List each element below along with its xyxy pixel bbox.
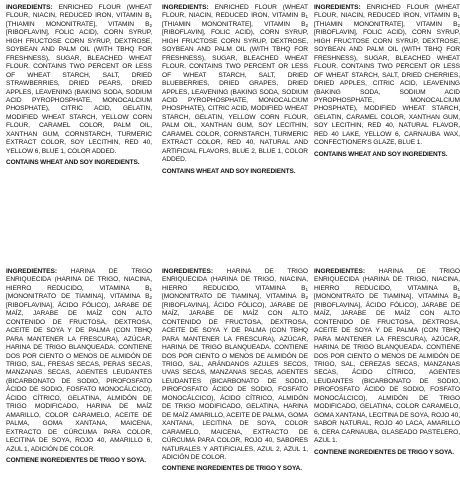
ingredients-heading: INGREDIENTS: — [162, 4, 209, 11]
ingredients-text: [MONONITRATO DE TIAMINA], VITAMINA B — [162, 293, 306, 301]
ingredients-text: [RIBOFLAVIN], FOLIC ACID), CORN SYRUP, HIGH FRUCTOSE CORN SYRUP, DEXTROSE, SOYBEAN AND PALM OIL (WITH TBHQ FOR FRESHNESS), SUGAR, BLEACHED WHEAT FLOUR. CONTAINS TWO PERCENT OR LESS OF WHEAT STARCH, SALT, DRIED BLUEBERRIES, DRIED GRAPES, DRIED APPLES, LEAVENING (BAKING SODA, SODIUM ACID PYROPHOSPHATE, MONOCALCIUM PHOSPHATE), CITRIC ACID, MODIFIED WHEAT STARCH, GELATIN, YELLOW CORN FLOUR, PALM OIL, XANTHAN GUM, SOY LECITHIN, CARAMEL COLOR, CORNSTARCH, TURMERIC EXTRACT COLOR, RED 40, NATURAL AND ARTIFICIAL FLAVORS, BLUE 2, BLUE 1, COLOR ADDED. — [162, 29, 308, 164]
allergen-statement: CONTAINS WHEAT AND SOY INGREDIENTS. — [314, 150, 448, 158]
allergen-statement: CONTAINS WHEAT AND SOY INGREDIENTS. — [6, 159, 140, 167]
vitamin-subscript: 1 — [305, 14, 308, 20]
ingredients-text: [MONONITRATO DE TIAMINA], VITAMINA B — [6, 293, 150, 301]
vitamin-subscript: 1 — [149, 286, 152, 292]
vitamin-subscript: 1 — [457, 286, 460, 292]
vitamin-subscript: 1 — [457, 14, 460, 20]
vitamin-subscript: 2 — [457, 22, 460, 28]
ingredients-panel-spanish-1 — [6, 268, 152, 465]
ingredients-text: [RIBOFLAVINA], ÁCIDO FÓLICO), JARABE DE MAÍZ, JARABE DE MAÍZ CON ALTO CONTENIDO DE FRUCTOSA, DEXTROSA, ACEITE DE SOYA Y DE PALMA (CON TBHQ PARA MANTENER LA FRESCURA), AZÚCAR, HARINA DE TRIGO BLANQUEADA. CONTIENE DOS POR CIENTO O MENOS DE ALMIDÓN DE TRIGO, SAL, ARÁNDANOS AZULES SECOS, UVAS SECAS, MANZANAS SECAS, AGENTES LEUDANTES (BICARBONATO DE SODIO, PIROFOSFATO ÁCIDO DE SODIO, FOSFATO MONOCÁLCICO), ÁCIDO CÍTRICO, ALMIDÓN DE TRIGO MODIFICADO, GELATINA, HARINA DE MAÍZ AMARILLO, ACEITE DE PALMA, GOMA XANTANA, LECITINA DE SOYA, COLOR CARAMELO, MAICENA, EXTRACTO DE CÚRCUMA PARA COLOR, ROJO 40, SABORES NATURALES Y ARTIFICIALES, AZUL 2, AZUL 1, ADICIÓN DE COLOR. — [162, 301, 308, 461]
ingredients-panel-spanish-3 — [314, 268, 460, 457]
ingredients-heading: INGREDIENTES: — [6, 268, 58, 275]
ingredients-heading: INGREDIENTS: — [6, 4, 53, 11]
vitamin-subscript: 2 — [149, 22, 152, 28]
ingredients-text: ENRICHED FLOUR (WHEAT FLOUR, NIACIN, REDUCED IRON, VITAMIN B — [314, 4, 460, 20]
ingredients-panel-english-2 — [162, 4, 308, 176]
ingredients-text: HARINA DE TRIGO ENRIQUECIDA (HARINA DE TRIGO, NIACINA, HIERRO REDUCIDO, VITAMINA B — [314, 268, 460, 292]
vitamin-subscript: 2 — [305, 295, 308, 301]
vitamin-subscript: 2 — [149, 295, 152, 301]
ingredients-heading: INGREDIENTS: — [314, 4, 361, 11]
ingredients-text: ENRICHED FLOUR (WHEAT FLOUR, NIACIN, REDUCED IRON, VITAMIN B — [162, 4, 308, 20]
vitamin-subscript: 1 — [149, 14, 152, 20]
ingredients-text: [RIBOFLAVIN], FOLIC ACID), CORN SYRUP, HIGH FRUCTOSE CORN SYRUP, DEXTROSE, SOYBEAN AND PALM OIL (WITH TBHQ FOR FRESHNESS), SUGAR, BLEACHED WHEAT FLOUR. CONTAINS TWO PERCENT OR LESS OF WHEAT STARCH, SALT, DRIED CHERRIES, DRIED APPLES, CITRIC ACID, LEAVENING (BAKING SODA, SODIUM ACID PYROPHOSPHATE, MONOCALCIUM PHOSPHATE), MODIFIED WHEAT STARCH, GELATIN, CARAMEL COLOR, XANTHAN GUM, SOY LECITHIN, RED 40, NATURAL FLAVOR, RED 40 LAKE, YELLOW 6, CARNAUBA WAX, CONFECTIONER'S GLAZE, BLUE 1. — [314, 29, 460, 147]
ingredients-panel-english-1 — [6, 4, 152, 168]
allergen-statement: CONTIENE INGREDIENTES DE TRIGO Y SOYA. — [162, 465, 302, 473]
ingredients-heading: INGREDIENTES: — [314, 268, 366, 275]
ingredients-text: ENRICHED FLOUR (WHEAT FLOUR, NIACIN, REDUCED IRON, VITAMIN B — [6, 4, 152, 20]
ingredients-panel-spanish-2 — [162, 268, 308, 474]
ingredients-text: [THIAMIN MONONITRATE], VITAMIN B — [6, 20, 150, 28]
vitamin-subscript: 1 — [305, 286, 308, 292]
vitamin-subscript: 2 — [457, 295, 460, 301]
ingredients-text: [RIBOFLAVIN], FOLIC ACID), CORN SYRUP, HIGH FRUCTOSE CORN SYRUP, DEXTROSE, SOYBEAN AND PALM OIL (WITH TBHQ FOR FRESHNESS), SUGAR, BLEACHED WHEAT FLOUR. CONTAINS TWO PERCENT OR LESS OF WHEAT STARCH, SALT, DRIED STRAWBERRIES, DRIED PEARS, DRIED APPLES, LEAVENING (BAKING SODA, SODIUM ACID PYROPHOSPHATE, MONOCALCIUM PHOSPHATE), CITRIC ACID, GELATIN, MODIFIED WHEAT STARCH, YELLOW CORN FLOUR, CARAMEL COLOR, PALM OIL, XANTHAN GUM, CORNSTARCH, TURMERIC EXTRACT COLOR, SOY LECITHIN, RED 40, YELLOW 6, BLUE 1, COLOR ADDED. — [6, 29, 152, 155]
ingredients-text: [RIBOFLAVINA], ÁCIDO FÓLICO), JARABE DE MAÍZ, JARABE DE MAÍZ CON ALTO CONTENIDO DE FRUCTOSA, DEXTROSA, ACEITE DE SOYA Y DE PALMA (CON TBHQ PARA MANTENER LA FRESCURA), AZÚCAR, HARINA DE TRIGO BLANQUEADA. CONTIENE DOS POR CIENTO O MENOS DE ALMIDÓN DE TRIGO, SAL, CEREZAS SECAS, MANZANAS SECAS, ÁCIDO CÍTRICO, AGENTES LEUDANTES (BICARBONATO DE SODIO, PIROFOSFATO ÁCIDO DE SODIO, FOSFATO MONOCÁLCICO), ALMIDÓN DE TRIGO MODIFICADO, GELATINA, COLOR CARAMELO, GOMA XANTANA, LECITINA DE SOYA, ROJO 40, SABOR NATURAL, ROJO 40 LACA, AMARILLO 6, CERA CARNAUBA, GLASEADO PASTELERO, AZUL 1. — [314, 301, 460, 445]
allergen-statement: CONTIENE INGREDIENTES DE TRIGO Y SOYA. — [6, 456, 146, 464]
ingredients-text: [THIAMIN MONONITRATE], VITAMIN B — [314, 20, 458, 28]
allergen-statement: CONTAINS WHEAT AND SOY INGREDIENTS. — [162, 167, 296, 175]
ingredients-text: [MONONITRATO DE TIAMINA], VITAMINA B — [314, 293, 458, 301]
ingredients-text: [RIBOFLAVINA], ÁCIDO FÓLICO), JARABE DE MAÍZ, JARABE DE MAÍZ CON ALTO CONTENIDO DE FRUCTOSA, DEXTROSA, ACEITE DE SOYA Y DE PALMA (CON TBHQ PARA MANTENER LA FRESCURA), AZÚCAR, HARINA DE TRIGO BLANQUEADA. CONTIENE DOS POR CIENTO O MENOS DE ALMIDÓN DE TRIGO, SAL, FRESAS SECAS, PERAS SECAS, MANZANAS SECAS, AGENTES LEUDANTES (BICARBONATO DE SODIO, PIROFOSFATO ÁCIDO DE SODIO, FOSFATO MONOCÁLCICO), ÁCIDO CÍTRICO, GELATINA, ALMIDÓN DE TRIGO MODIFICADO, HARINA DE MAÍZ AMARILLO, COLOR CARAMELO, ACEITE DE PALMA, GOMA XANTANA, MAICENA, EXTRACTO DE CÚRCUMA PARA COLOR, LECITINA DE SOYA, ROJO 40, AMARILLO 6, AZUL 1, ADICIÓN DE COLOR. — [6, 301, 152, 453]
ingredients-text: HARINA DE TRIGO ENRIQUECIDA (HARINA DE TRIGO, NIACINA, HIERRO REDUCIDO, VITAMINA B — [162, 268, 308, 292]
allergen-statement: CONTIENE INGREDIENTES DE TRIGO Y SOYA. — [314, 448, 454, 456]
ingredients-panel-english-3 — [314, 4, 460, 159]
vitamin-subscript: 2 — [305, 22, 308, 28]
ingredients-text: HARINA DE TRIGO ENRIQUECIDA (HARINA DE TRIGO, NIACINA, HIERRO REDUCIDO, VITAMINA B — [6, 268, 152, 292]
ingredients-text: [THIAMIN MONONITRATE], VITAMIN B — [162, 20, 306, 28]
ingredients-heading: INGREDIENTES: — [162, 268, 214, 275]
